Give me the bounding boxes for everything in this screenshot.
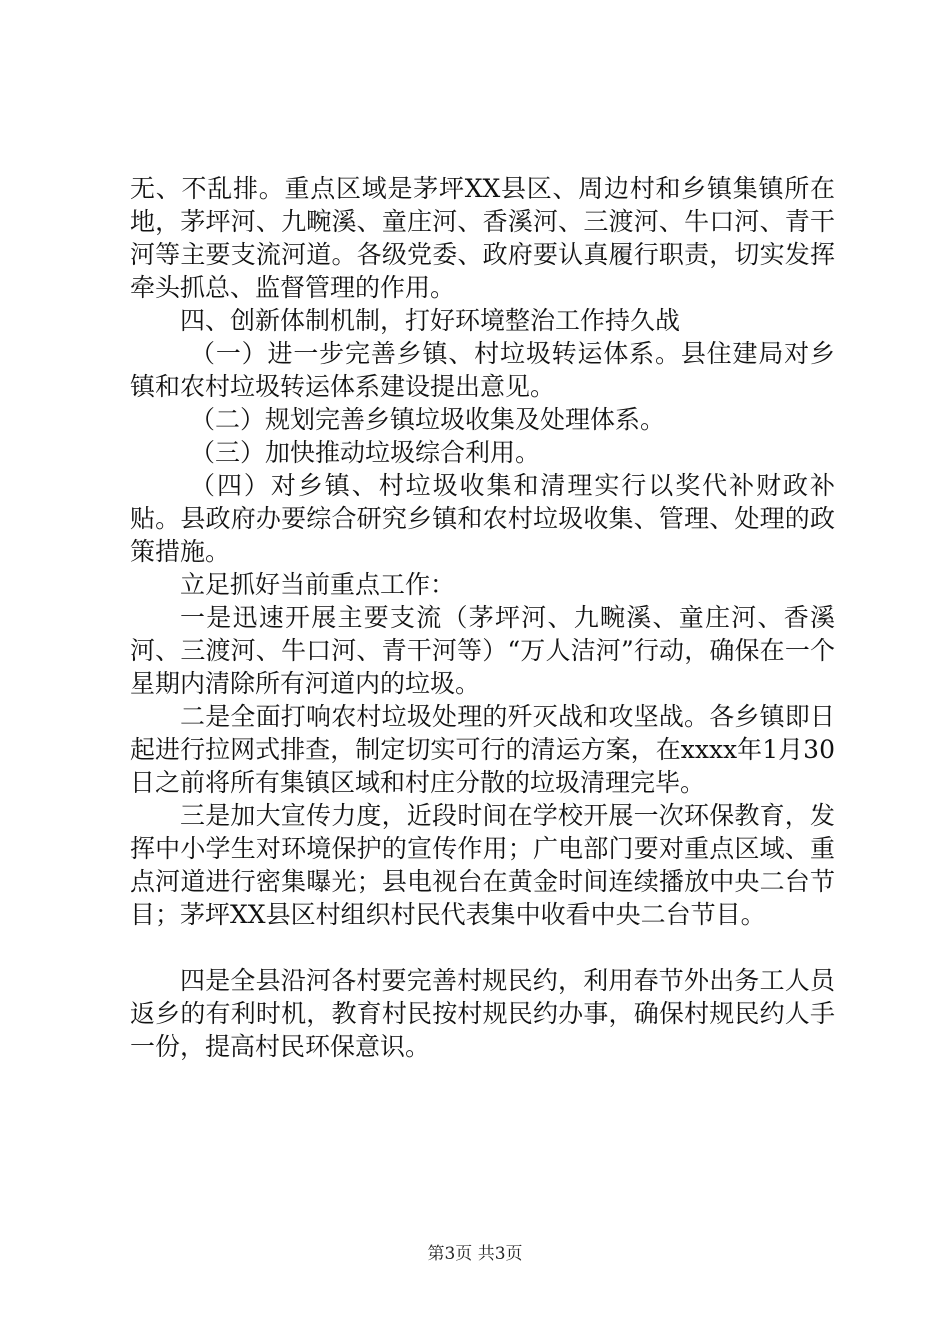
list-item-four: （四）对乡镇、村垃圾收集和清理实行以奖代补财政补贴。县政府办要综合研究乡镇和农村垃圾收集、管理、处理的政策措施。 xyxy=(130,471,835,566)
key-work-heading: 立足抓好当前重点工作： xyxy=(180,570,456,599)
paragraph-continuation: 无、不乱排。重点区域是茅坪XX县区、周边村和乡镇集镇所在地，茅坪河、九畹溪、童庄河、香溪河、三渡河、牛口河、青干河等主要支流河道。各级党委、政府要认真履行职责，切实发挥牵头抓总、监督管理的作用。 xyxy=(130,174,835,302)
key-work-item-two: 二是全面打响农村垃圾处理的歼灭战和攻坚战。各乡镇即日起进行拉网式排查，制定切实可行的清运方案，在xxxx年1月30日之前将所有集镇区域和村庄分散的垃圾清理完毕。 xyxy=(130,702,835,797)
list-item-two: （二）规划完善乡镇垃圾收集及处理体系。 xyxy=(190,405,666,434)
key-work-item-one: 一是迅速开展主要支流（茅坪河、九畹溪、童庄河、香溪河、三渡河、牛口河、青干河等）“万人洁河”行动，确保在一个星期内清除所有河道内的垃圾。 xyxy=(130,603,835,698)
key-work-item-four: 四是全县沿河各村要完善村规民约，利用春节外出务工人员返乡的有利时机，教育村民按村规民约办事，确保村规民约人手一份，提高村民环保意识。 xyxy=(130,966,835,1061)
section-heading-four: 四、创新体制机制，打好环境整治工作持久战 xyxy=(180,306,681,335)
key-work-item-three: 三是加大宣传力度，近段时间在学校开展一次环保教育，发挥中小学生对环境保护的宣传作用；广电部门要对重点区域、重点河道进行密集曝光；县电视台在黄金时间连续播放中央二台节目；茅坪XX县区村组织村民代表集中收看中央二台节目。 xyxy=(130,801,835,929)
list-item-one: （一）进一步完善乡镇、村垃圾转运体系。县住建局对乡镇和农村垃圾转运体系建设提出意见。 xyxy=(130,339,835,401)
document-body xyxy=(130,172,835,1063)
page-number-footer: 第3页 共3页 xyxy=(427,1244,523,1264)
list-item-three: （三）加快推动垃圾综合利用。 xyxy=(190,438,541,467)
